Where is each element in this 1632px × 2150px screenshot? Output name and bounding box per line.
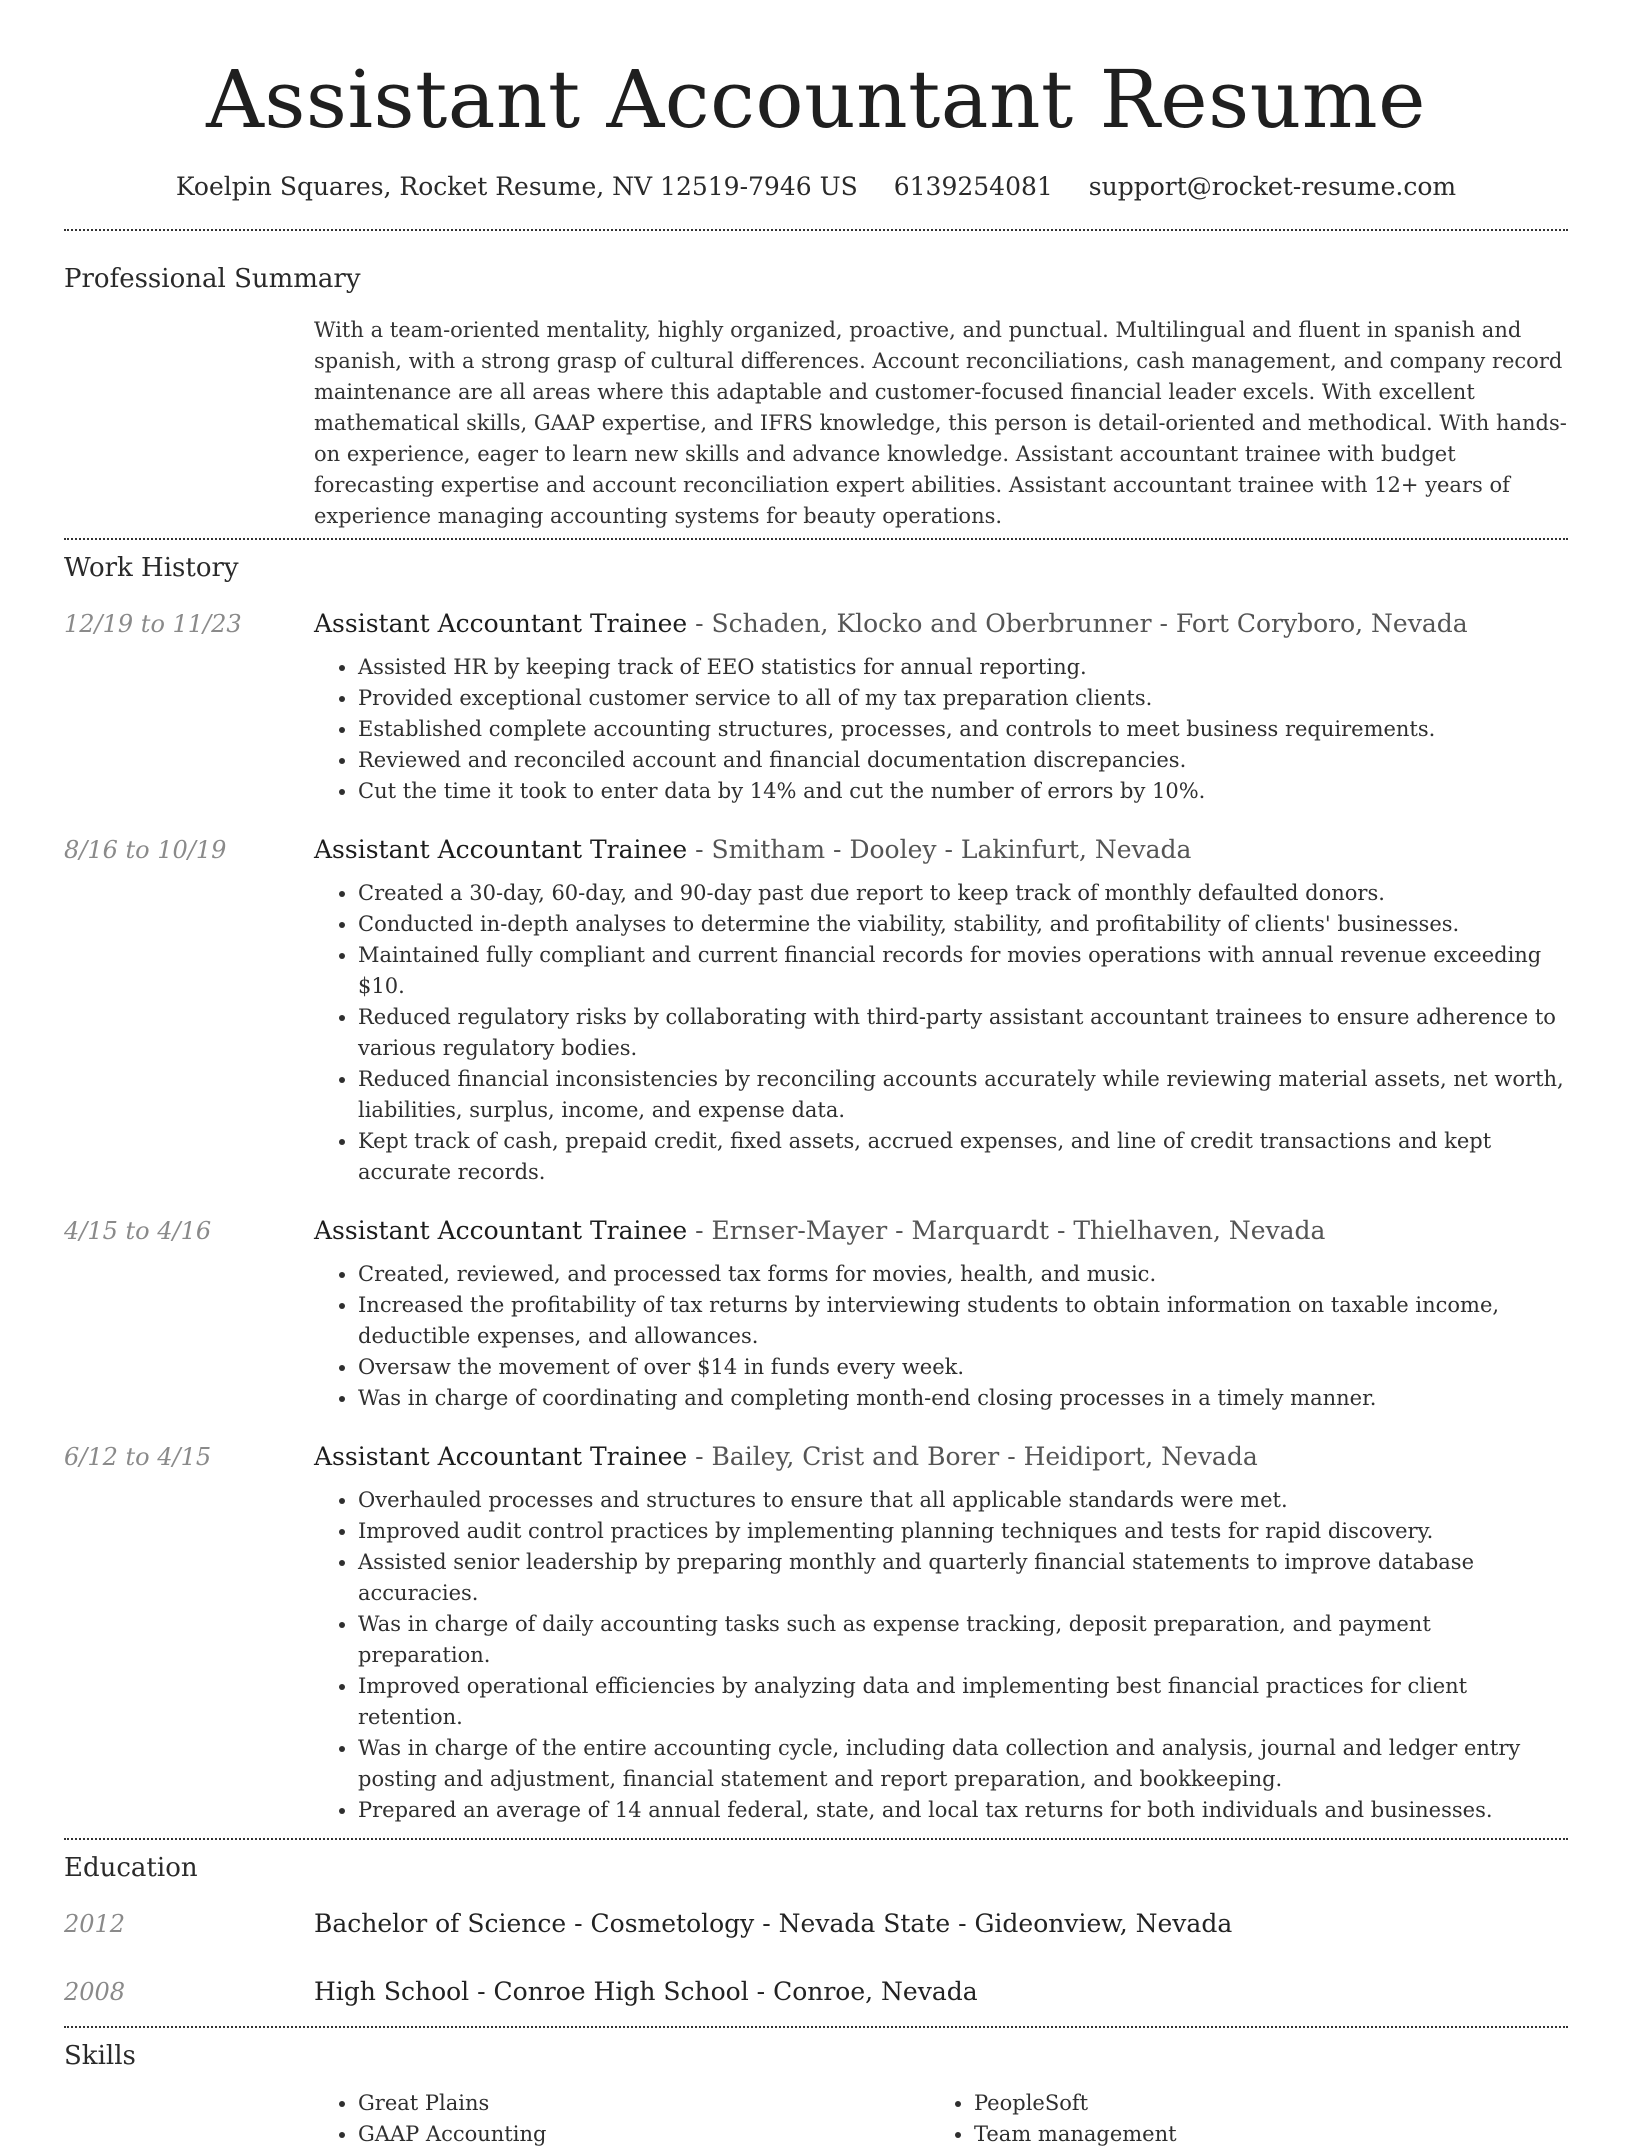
job-bullets (64, 1485, 1568, 1826)
skills-list (314, 2088, 1568, 2150)
list-item: • Improved audit control practices by implementing planning techniques and tests for rapid discovery. (358, 1516, 1568, 1547)
list-item: • Provided exceptional customer service to all of my tax preparation clients. (358, 683, 1568, 714)
job-role: Assistant Accountant Trainee (314, 609, 688, 638)
list-item: • Was in charge of the entire accounting cycle, including data collection and analysis, journal and ledger entry posting and adjustment, financial statement and report preparation, and bookkeeping. (358, 1733, 1568, 1795)
list-item: • Was in charge of coordinating and completing month-end closing processes in a timely manner. (358, 1383, 1568, 1414)
resume-title: Assistant Accountant Resume (206, 53, 1426, 146)
divider (64, 1838, 1568, 1840)
job-employer: - Schaden, Klocko and Oberbrunner - Fort Coryboro, Nevada (687, 609, 1468, 638)
list-item: • Maintained fully compliant and current financial records for movies operations with annual revenue exceeding $10. (358, 940, 1568, 1002)
skill-item: • Great Plains (358, 2088, 930, 2119)
list-item: • Improved operational efficiencies by analyzing data and implementing best financial practices for client retention. (358, 1671, 1568, 1733)
list-item: • Created, reviewed, and processed tax forms for movies, health, and music. (358, 1259, 1568, 1290)
job-bullets (64, 652, 1568, 807)
job-dates: 6/12 to 4/15 (64, 1443, 212, 1471)
list-item: • Assisted senior leadership by preparing monthly and quarterly financial statements to improve database accuracies. (358, 1547, 1568, 1609)
skills-column-left (314, 2088, 930, 2150)
education-entry (64, 1907, 1568, 1941)
job-title (314, 1440, 1258, 1474)
divider (64, 538, 1568, 540)
list-item: • Increased the profitability of tax returns by interviewing students to obtain information on taxable income, deductible expenses, and allowances. (358, 1290, 1568, 1352)
divider (64, 229, 1568, 231)
skills-column-right (930, 2088, 1546, 2150)
education-title (314, 1975, 978, 2009)
job-dates: 8/16 to 10/19 (64, 836, 227, 864)
education-school: - Conroe High School - Conroe, Nevada (469, 1977, 978, 2006)
list-item: • Conducted in-depth analyses to determine the viability, stability, and profitability of clients' businesses. (358, 909, 1568, 940)
section-title-skills: Skills (64, 2041, 136, 2071)
job-title (314, 607, 1468, 641)
skill-item: • Team management (974, 2119, 1546, 2150)
job-bullets (64, 1259, 1568, 1414)
education-entry (64, 1975, 1568, 2009)
job-entry (64, 1440, 1568, 1826)
contact-email[interactable]: support@rocket-resume.com (1088, 172, 1457, 201)
list-item: • Created a 30-day, 60-day, and 90-day past due report to keep track of monthly defaulted donors. (358, 878, 1568, 909)
job-dates: 4/15 to 4/16 (64, 1217, 212, 1245)
job-title (314, 1214, 1325, 1248)
list-item: • Oversaw the movement of over $14 in funds every week. (358, 1352, 1568, 1383)
education-degree: Bachelor of Science - Cosmetology (314, 1909, 755, 1938)
job-role: Assistant Accountant Trainee (314, 1216, 688, 1245)
contact-address: Koelpin Squares, Rocket Resume, NV 12519-7946 US (175, 172, 858, 201)
list-item: • Was in charge of daily accounting tasks such as expense tracking, deposit preparation, and payment preparation. (358, 1609, 1568, 1671)
list-item: • Established complete accounting structures, processes, and controls to meet business requirements. (358, 714, 1568, 745)
education-degree: High School (314, 1977, 470, 2006)
list-item: • Reduced regulatory risks by collaborating with third-party assistant accountant trainees to ensure adherence to various regulatory bodies. (358, 1002, 1568, 1064)
job-entry (64, 833, 1568, 1188)
contact-phone: 6139254081 (893, 172, 1053, 201)
section-title-summary: Professional Summary (64, 264, 361, 294)
skill-item: • PeopleSoft (974, 2088, 1546, 2119)
summary-text: With a team-oriented mentality, highly organized, proactive, and punctual. Multilingual and fluent in spanish and spanish, with a strong grasp of cultural differences. Account reconciliations, cash management, and company record maintenance are all areas where this adaptable and customer-focused financial leader excels. With excellent mathematical skills, GAAP expertise, and IFRS knowledge, this person is detail-oriented and methodical. With hands-on experience, eager to learn new skills and advance knowledge. Assistant accountant trainee with budget forecasting expertise and account reconciliation expert abilities. Assistant accountant trainee with 12+ years of experience managing accounting systems for beauty operations. (314, 318, 1567, 528)
section-title-education: Education (64, 1853, 198, 1883)
job-employer: - Ernser-Mayer - Marquardt - Thielhaven, Nevada (687, 1216, 1326, 1245)
list-item: • Overhauled processes and structures to ensure that all applicable standards were met. (358, 1485, 1568, 1516)
divider (64, 2026, 1568, 2028)
job-dates: 12/19 to 11/23 (64, 610, 242, 638)
list-item: • Kept track of cash, prepaid credit, fixed assets, accrued expenses, and line of credit transactions and kept accurate records. (358, 1126, 1568, 1188)
skill-item: • GAAP Accounting (358, 2119, 930, 2150)
education-school: - Nevada State - Gideonview, Nevada (754, 1909, 1233, 1938)
job-entry (64, 607, 1568, 807)
job-employer: - Bailey, Crist and Borer - Heidiport, Nevada (687, 1442, 1258, 1471)
job-employer: - Smitham - Dooley - Lakinfurt, Nevada (687, 835, 1192, 864)
education-title (314, 1907, 1232, 1941)
job-role: Assistant Accountant Trainee (314, 1442, 688, 1471)
list-item: • Reviewed and reconciled account and financial documentation discrepancies. (358, 745, 1568, 776)
list-item: • Cut the time it took to enter data by 14% and cut the number of errors by 10%. (358, 776, 1568, 807)
education-year: 2008 (64, 1978, 126, 2006)
list-item: • Reduced financial inconsistencies by reconciling accounts accurately while reviewing material assets, net worth, liabilities, surplus, income, and expense data. (358, 1064, 1568, 1126)
contact-line (64, 170, 1568, 204)
education-year: 2012 (64, 1910, 126, 1938)
section-title-work: Work History (64, 553, 239, 583)
list-item: • Prepared an average of 14 annual federal, state, and local tax returns for both individuals and businesses. (358, 1795, 1568, 1826)
job-bullets (64, 878, 1568, 1188)
job-role: Assistant Accountant Trainee (314, 835, 688, 864)
list-item: • Assisted HR by keeping track of EEO statistics for annual reporting. (358, 652, 1568, 683)
job-title (314, 833, 1191, 867)
job-entry (64, 1214, 1568, 1414)
